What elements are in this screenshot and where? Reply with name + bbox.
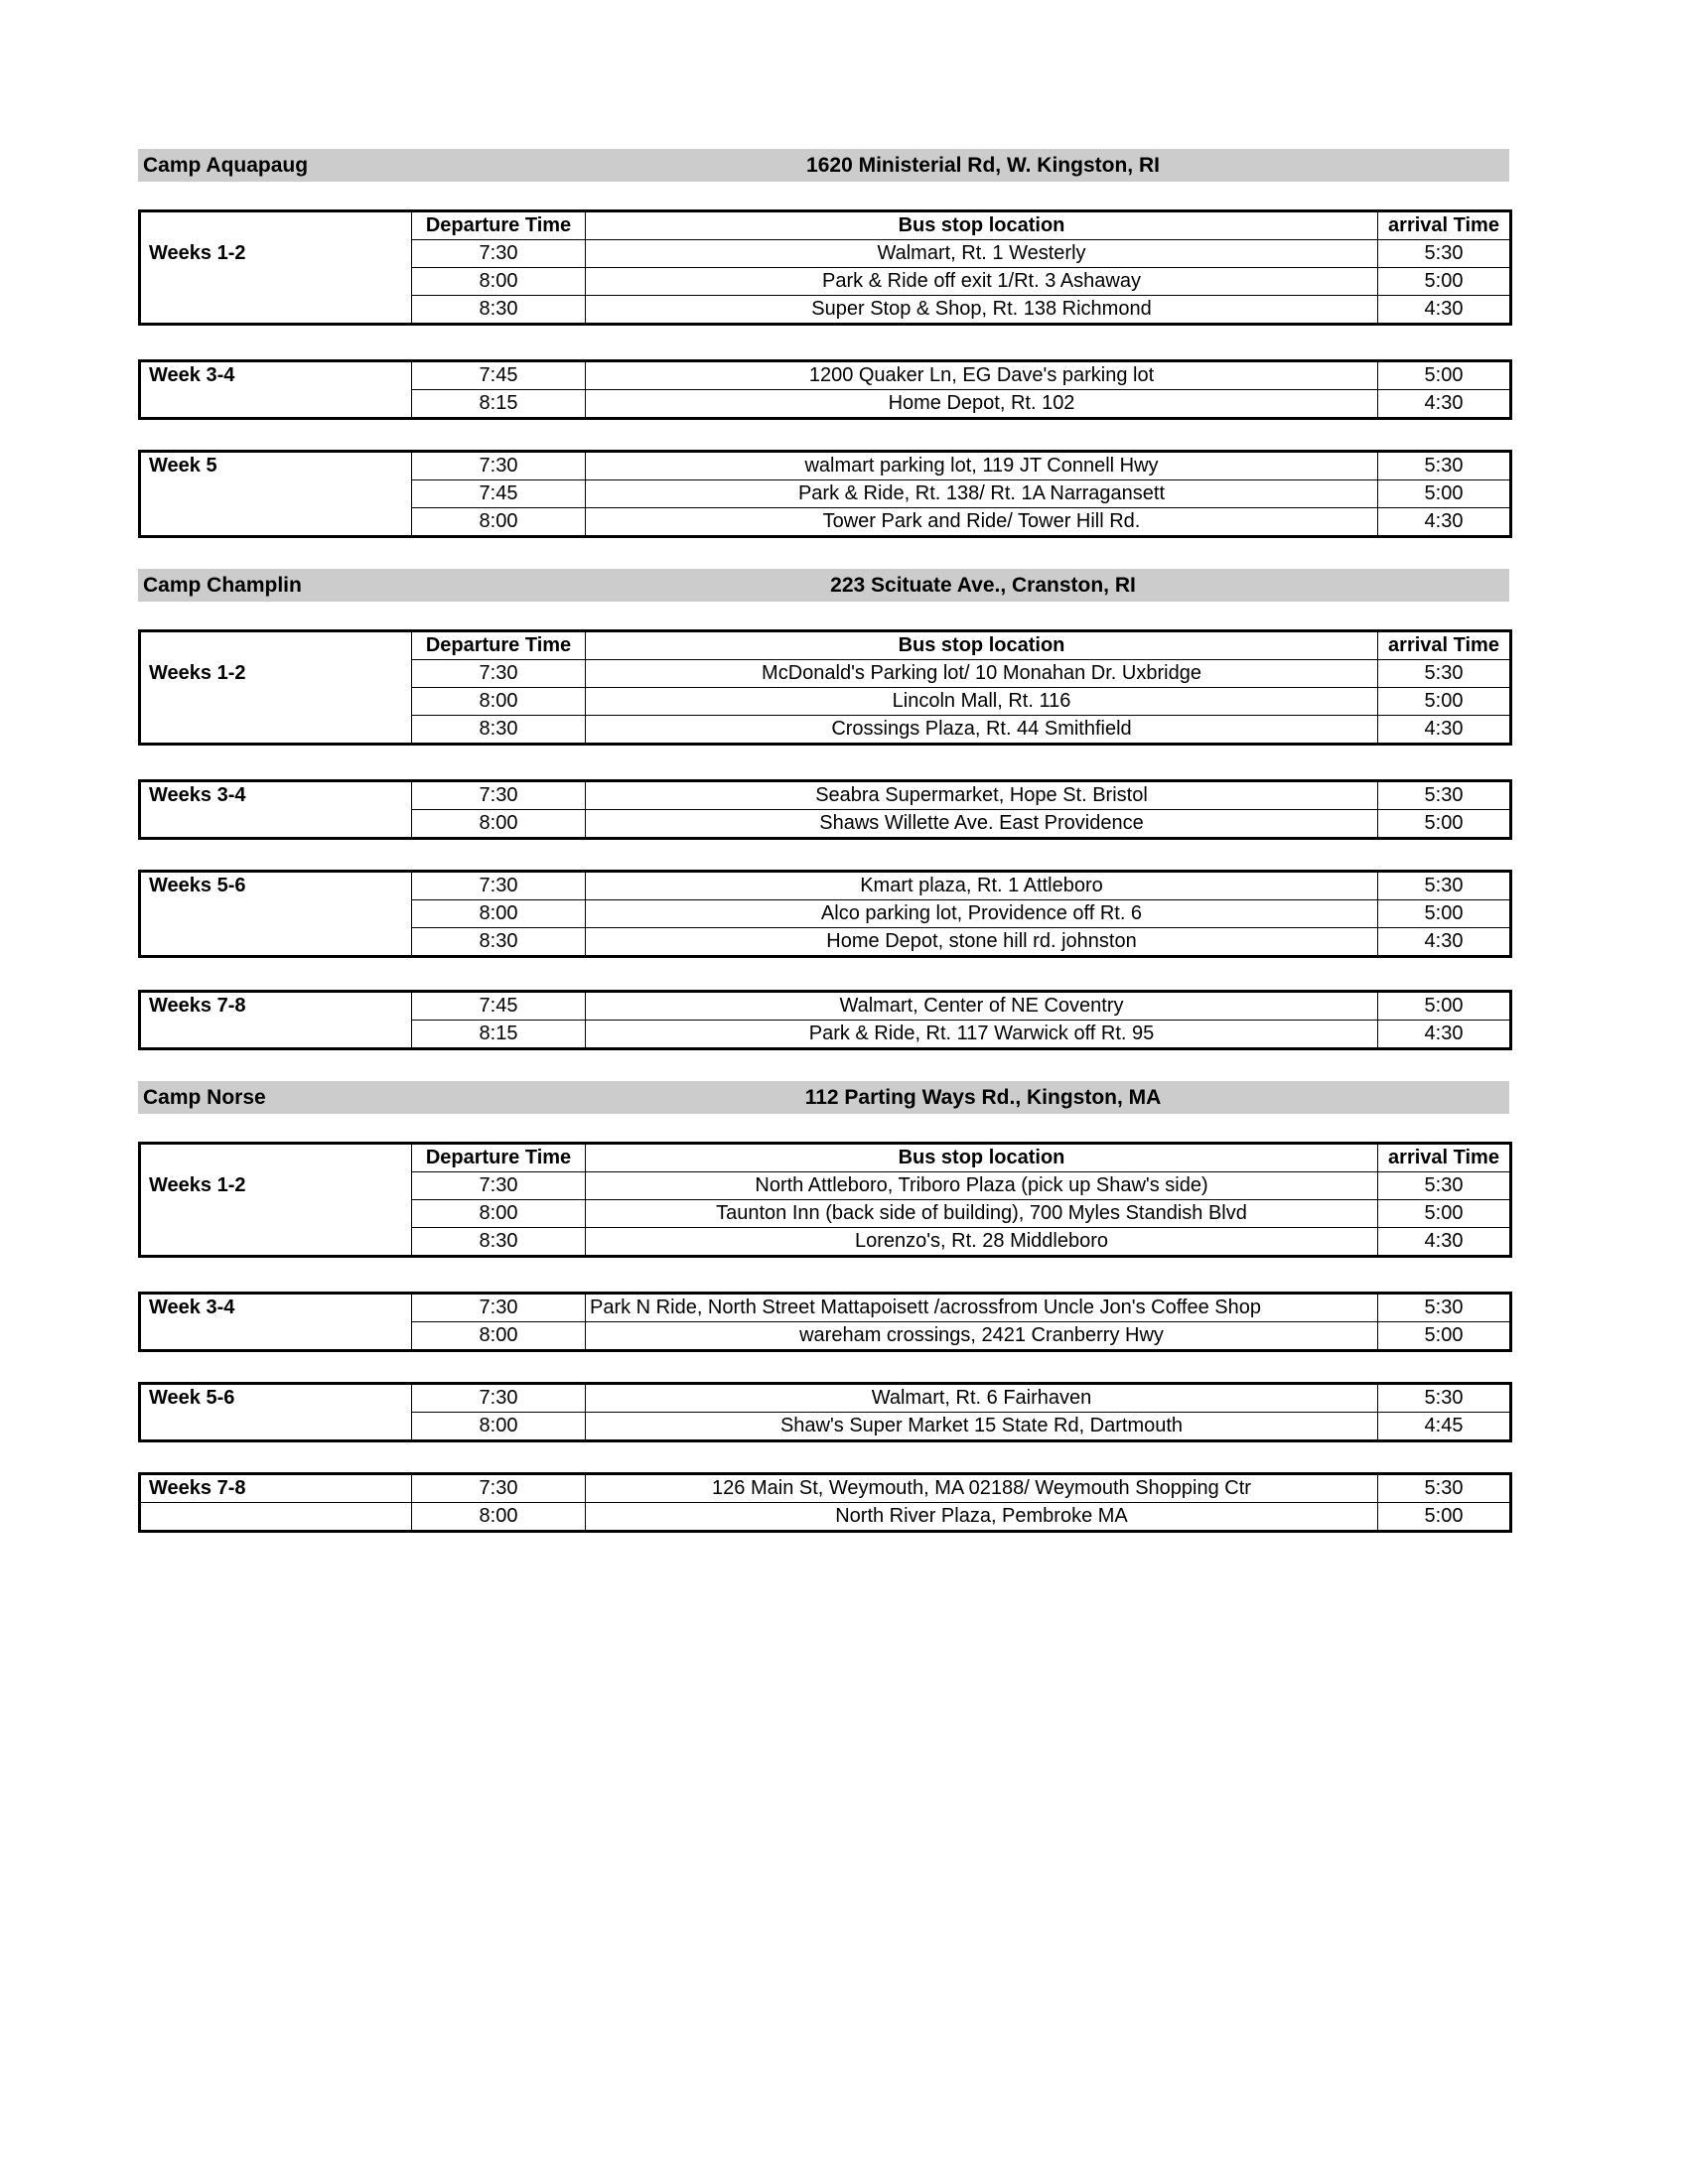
departure-header: Departure Time <box>412 1144 586 1172</box>
departure-time: 7:30 <box>412 1384 586 1413</box>
departure-time: 8:00 <box>412 1200 586 1228</box>
arrival-time: 5:30 <box>1378 1384 1511 1413</box>
arrival-time: 4:30 <box>1378 716 1511 745</box>
arrival-time: 5:30 <box>1378 1294 1511 1322</box>
bus-stop-location: Seabra Supermarket, Hope St. Bristol <box>586 781 1378 810</box>
location-header: Bus stop location <box>586 1144 1378 1172</box>
arrival-time: 5:00 <box>1378 1503 1511 1532</box>
table-row <box>140 452 1511 480</box>
departure-header: Departure Time <box>412 211 586 240</box>
departure-time: 8:00 <box>412 1413 586 1441</box>
table-row <box>140 1294 1511 1322</box>
arrival-header: arrival Time <box>1378 211 1511 240</box>
arrival-time: 5:30 <box>1378 1172 1511 1200</box>
bus-stop-location: Alco parking lot, Providence off Rt. 6 <box>586 900 1378 928</box>
bus-stop-location: Crossings Plaza, Rt. 44 Smithfield <box>586 716 1378 745</box>
bus-stop-location: Walmart, Rt. 6 Fairhaven <box>586 1384 1378 1413</box>
departure-time: 7:30 <box>412 660 586 688</box>
table-row <box>140 872 1511 900</box>
arrival-time: 5:00 <box>1378 480 1511 508</box>
arrival-header: arrival Time <box>1378 631 1511 660</box>
week-label: Week 5-6 <box>140 1384 412 1441</box>
departure-time: 8:00 <box>412 688 586 716</box>
week-label: Weeks 7-8 <box>140 992 412 1049</box>
arrival-time: 5:30 <box>1378 240 1511 268</box>
schedule-table <box>138 629 1512 746</box>
departure-time: 8:00 <box>412 810 586 839</box>
departure-time: 7:30 <box>412 452 586 480</box>
arrival-time: 5:00 <box>1378 688 1511 716</box>
arrival-time: 5:00 <box>1378 1200 1511 1228</box>
arrival-time: 5:30 <box>1378 660 1511 688</box>
table-row <box>140 1503 1511 1532</box>
bus-stop-location: Home Depot, Rt. 102 <box>586 390 1378 419</box>
schedule-table <box>138 450 1512 538</box>
departure-time: 7:30 <box>412 872 586 900</box>
departure-time: 7:45 <box>412 992 586 1021</box>
bus-stop-location: Park N Ride, North Street Mattapoisett /acrossfrom Uncle Jon's Coffee Shop <box>586 1294 1378 1322</box>
camp-address: 112 Parting Ways Rd., Kingston, MA <box>804 1086 1162 1109</box>
bus-stop-location: McDonald's Parking lot/ 10 Monahan Dr. Uxbridge <box>586 660 1378 688</box>
arrival-time: 4:30 <box>1378 928 1511 957</box>
departure-time: 7:30 <box>412 1172 586 1200</box>
departure-time: 7:45 <box>412 361 586 390</box>
schedule-table <box>138 990 1512 1050</box>
arrival-time: 5:30 <box>1378 781 1511 810</box>
arrival-time: 4:30 <box>1378 1021 1511 1049</box>
bus-stop-location: Taunton Inn (back side of building), 700 Myles Standish Blvd <box>586 1200 1378 1228</box>
schedule-table <box>138 359 1512 420</box>
bus-stop-location: Shaw's Super Market 15 State Rd, Dartmouth <box>586 1413 1378 1441</box>
camp-name: Camp Norse <box>143 1086 266 1109</box>
schedule-table <box>138 1292 1512 1352</box>
schedule-table <box>138 209 1512 326</box>
departure-time: 7:30 <box>412 1474 586 1503</box>
camp-header <box>138 149 1509 182</box>
arrival-time: 4:30 <box>1378 1228 1511 1257</box>
arrival-time: 5:30 <box>1378 1474 1511 1503</box>
departure-time: 7:30 <box>412 1294 586 1322</box>
departure-time: 8:00 <box>412 268 586 296</box>
table-header-row <box>140 1144 1511 1172</box>
week-label: Week 3-4 <box>140 361 412 419</box>
table-row <box>140 781 1511 810</box>
arrival-time: 5:00 <box>1378 810 1511 839</box>
bus-stop-location: North Attleboro, Triboro Plaza (pick up Shaw's side) <box>586 1172 1378 1200</box>
table-row <box>140 660 1511 688</box>
table-header-row <box>140 631 1511 660</box>
camp-name: Camp Aquapaug <box>143 154 309 177</box>
bus-stop-location: Walmart, Rt. 1 Westerly <box>586 240 1378 268</box>
location-header: Bus stop location <box>586 211 1378 240</box>
departure-time: 8:30 <box>412 716 586 745</box>
week-label: Week 3-4 <box>140 1294 412 1351</box>
table-row <box>140 361 1511 390</box>
table-row <box>140 1474 1511 1503</box>
bus-stop-location: Kmart plaza, Rt. 1 Attleboro <box>586 872 1378 900</box>
bus-stop-location: Home Depot, stone hill rd. johnston <box>586 928 1378 957</box>
table-row <box>140 1384 1511 1413</box>
week-label: Week 5 <box>140 452 412 537</box>
departure-time: 8:15 <box>412 1021 586 1049</box>
week-label: Weeks 3-4 <box>140 781 412 839</box>
table-row <box>140 992 1511 1021</box>
schedule-table <box>138 870 1512 958</box>
bus-stop-location: Park & Ride off exit 1/Rt. 3 Ashaway <box>586 268 1378 296</box>
camp-name: Camp Champlin <box>143 574 302 597</box>
bus-stop-location: Shaws Willette Ave. East Providence <box>586 810 1378 839</box>
table-row <box>140 1172 1511 1200</box>
week-label: Weeks 1-2 <box>140 1172 412 1257</box>
bus-stop-location: wareham crossings, 2421 Cranberry Hwy <box>586 1322 1378 1351</box>
departure-time: 7:45 <box>412 480 586 508</box>
departure-time: 8:00 <box>412 1503 586 1532</box>
camp-address: 1620 Ministerial Rd, W. Kingston, RI <box>806 154 1160 177</box>
departure-time: 8:30 <box>412 296 586 325</box>
arrival-time: 4:30 <box>1378 296 1511 325</box>
bus-stop-location: 1200 Quaker Ln, EG Dave's parking lot <box>586 361 1378 390</box>
bus-stop-location: Park & Ride, Rt. 138/ Rt. 1A Narragansett <box>586 480 1378 508</box>
departure-time: 8:15 <box>412 390 586 419</box>
arrival-time: 5:00 <box>1378 992 1511 1021</box>
arrival-header: arrival Time <box>1378 1144 1511 1172</box>
arrival-time: 5:30 <box>1378 452 1511 480</box>
departure-time: 7:30 <box>412 781 586 810</box>
departure-header: Departure Time <box>412 631 586 660</box>
schedule-table <box>138 1142 1512 1258</box>
departure-time: 8:30 <box>412 1228 586 1257</box>
camp-header <box>138 569 1509 602</box>
schedule-table <box>138 1382 1512 1442</box>
bus-stop-location: Super Stop & Shop, Rt. 138 Richmond <box>586 296 1378 325</box>
departure-time: 8:00 <box>412 1322 586 1351</box>
week-label: Weeks 1-2 <box>140 660 412 745</box>
arrival-time: 5:30 <box>1378 872 1511 900</box>
arrival-time: 4:30 <box>1378 390 1511 419</box>
arrival-time: 4:30 <box>1378 508 1511 537</box>
bus-stop-location: North River Plaza, Pembroke MA <box>586 1503 1378 1532</box>
bus-stop-location: Lincoln Mall, Rt. 116 <box>586 688 1378 716</box>
camp-header <box>138 1081 1509 1114</box>
schedule-table <box>138 1472 1512 1533</box>
week-label: Weeks 1-2 <box>140 240 412 325</box>
arrival-time: 4:45 <box>1378 1413 1511 1441</box>
departure-time: 8:00 <box>412 508 586 537</box>
departure-time: 8:30 <box>412 928 586 957</box>
bus-stop-location: Walmart, Center of NE Coventry <box>586 992 1378 1021</box>
arrival-time: 5:00 <box>1378 1322 1511 1351</box>
bus-stop-location: Park & Ride, Rt. 117 Warwick off Rt. 95 <box>586 1021 1378 1049</box>
location-header: Bus stop location <box>586 631 1378 660</box>
table-header-row <box>140 211 1511 240</box>
arrival-time: 5:00 <box>1378 361 1511 390</box>
bus-stop-location: Tower Park and Ride/ Tower Hill Rd. <box>586 508 1378 537</box>
table-row <box>140 240 1511 268</box>
bus-stop-location: Lorenzo's, Rt. 28 Middleboro <box>586 1228 1378 1257</box>
schedule-table <box>138 779 1512 840</box>
camp-address: 223 Scituate Ave., Cranston, RI <box>830 574 1136 597</box>
arrival-time: 5:00 <box>1378 268 1511 296</box>
bus-stop-location: walmart parking lot, 119 JT Connell Hwy <box>586 452 1378 480</box>
week-label: Weeks 7-8 <box>140 1474 412 1503</box>
bus-stop-location: 126 Main St, Weymouth, MA 02188/ Weymouth Shopping Ctr <box>586 1474 1378 1503</box>
week-label: Weeks 5-6 <box>140 872 412 957</box>
departure-time: 8:00 <box>412 900 586 928</box>
arrival-time: 5:00 <box>1378 900 1511 928</box>
departure-time: 7:30 <box>412 240 586 268</box>
